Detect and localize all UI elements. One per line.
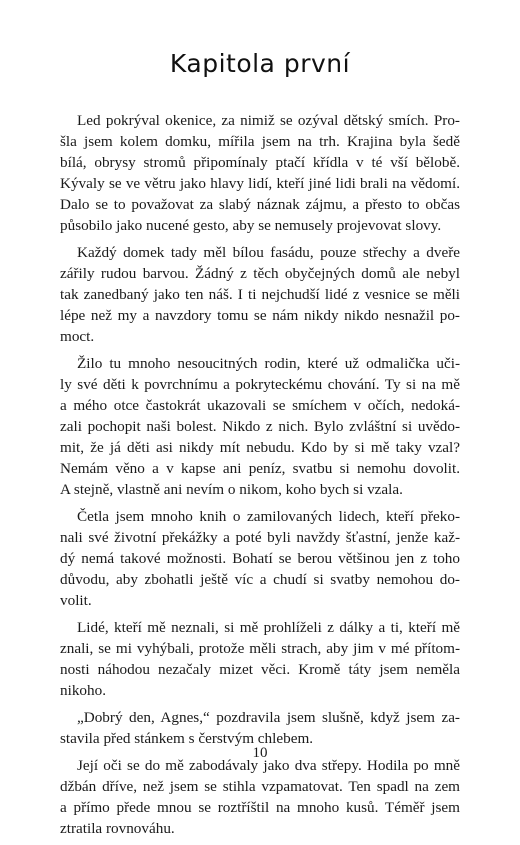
text-line: nosti náhodou nezačaly mizet věci. Kromě táty jsem neměla: [60, 661, 460, 678]
text-line: tak zanedbaný jako ten náš. I ti nejchudší lidé z vesnice se měli: [60, 286, 460, 303]
text-line: a mého otce častokrát ukazovali se smíchem v očích, nedoká-: [60, 397, 460, 414]
text-line: A stejně, vlastně ani nevím o nikom, koho bych si vzala.: [60, 481, 403, 498]
paragraph: [60, 242, 460, 347]
text-line: „Dobrý den, Agnes,“ pozdravila jsem slušně, když jsem za-: [77, 709, 460, 726]
text-line: lépe než my a navzdory tomu se nám nikdy nikdo nesnažil po-: [60, 307, 460, 324]
text-line: ztratila rovnováhu.: [60, 820, 175, 837]
chapter-title: Kapitola první: [169, 49, 351, 78]
text-line: šla jsem kolem domku, mířila jsem na trh. Krajina byla šedě: [60, 133, 460, 150]
text-line: dý nemá takové možnosti. Bohatí se berou většinou jen z toho: [60, 550, 460, 567]
text-line: Nemám věno a v kapse ani peníz, svatbu si nemohu dovolit.: [60, 460, 460, 477]
paragraph: [60, 506, 460, 611]
text-line: Její oči se do mě zabodávaly jako dva střepy. Hodila po mně: [77, 757, 460, 774]
text-line: zali pochopit naši bolest. Nikdo z nich. Bylo zvláštní si uvědo-: [60, 418, 460, 435]
text-line: Četla jsem mnoho knih o zamilovaných lidech, kteří překo-: [77, 508, 460, 525]
text-line: Lidé, kteří mě neznali, si mě prohlíželi z dálky a ti, kteří mě: [77, 619, 460, 636]
paragraph: [60, 755, 460, 839]
text-line: Dalo se to považovat za slabý náznak zájmu, a přesto to občas: [60, 196, 460, 213]
page-number: 10: [252, 745, 268, 761]
text-line: stavila před stánkem s čerstvým chlebem.: [60, 730, 314, 747]
text-line: volit.: [60, 592, 92, 609]
text-line: bílá, obrysy stromů připomínaly ptačí křídla v té vší bělobě.: [60, 154, 460, 171]
text-line: džbán dříve, než jsem se stihla vzpamatovat. Ten spadl na zem: [60, 778, 460, 795]
paragraph: [60, 617, 460, 701]
text-line: Kývaly se ve větru jako hlavy lidí, kteří jiné lidi brali na vědomí.: [60, 175, 460, 192]
text-line: ly své děti k povrchnímu a pokryteckému chování. Ty si na mě: [60, 376, 460, 393]
paragraph: [60, 353, 460, 500]
text-line: moct.: [60, 328, 95, 345]
text-line: Žilo tu mnoho nesoucitných rodin, které už odmalička uči-: [77, 355, 460, 372]
text-line: zářily rudou barvou. Žádný z těch obyčejných domů ale nebyl: [60, 265, 460, 282]
paragraph: [60, 707, 460, 749]
text-line: působilo jako nucené gesto, aby se nemusely projevovat slovy.: [60, 217, 442, 234]
paragraph: [60, 110, 460, 236]
text-line: Každý domek tady měl bílou fasádu, pouze střechy a dveře: [77, 244, 460, 261]
text-line: nikoho.: [60, 682, 106, 699]
text-line: a přímo přede mnou se roztříštil na mnoho kusů. Téměř jsem: [60, 799, 460, 816]
text-line: nali své životní překážky a poté byli navždy šťastní, jenže kaž-: [60, 529, 460, 546]
text-line: Led pokrýval okenice, za nimiž se ozýval dětský smích. Pro-: [77, 112, 460, 129]
text-line: mit, že já děti asi nikdy mít nebudu. Kdo by si mě taky vzal?: [60, 439, 460, 456]
text-line: důvodu, aby zbohatli ještě víc a chudí si svatby nemohou do-: [60, 571, 460, 588]
chapter-body: [60, 110, 460, 845]
text-line: znali, se mi vyhýbali, protože měli strach, aby jim v mé přítom-: [60, 640, 460, 657]
